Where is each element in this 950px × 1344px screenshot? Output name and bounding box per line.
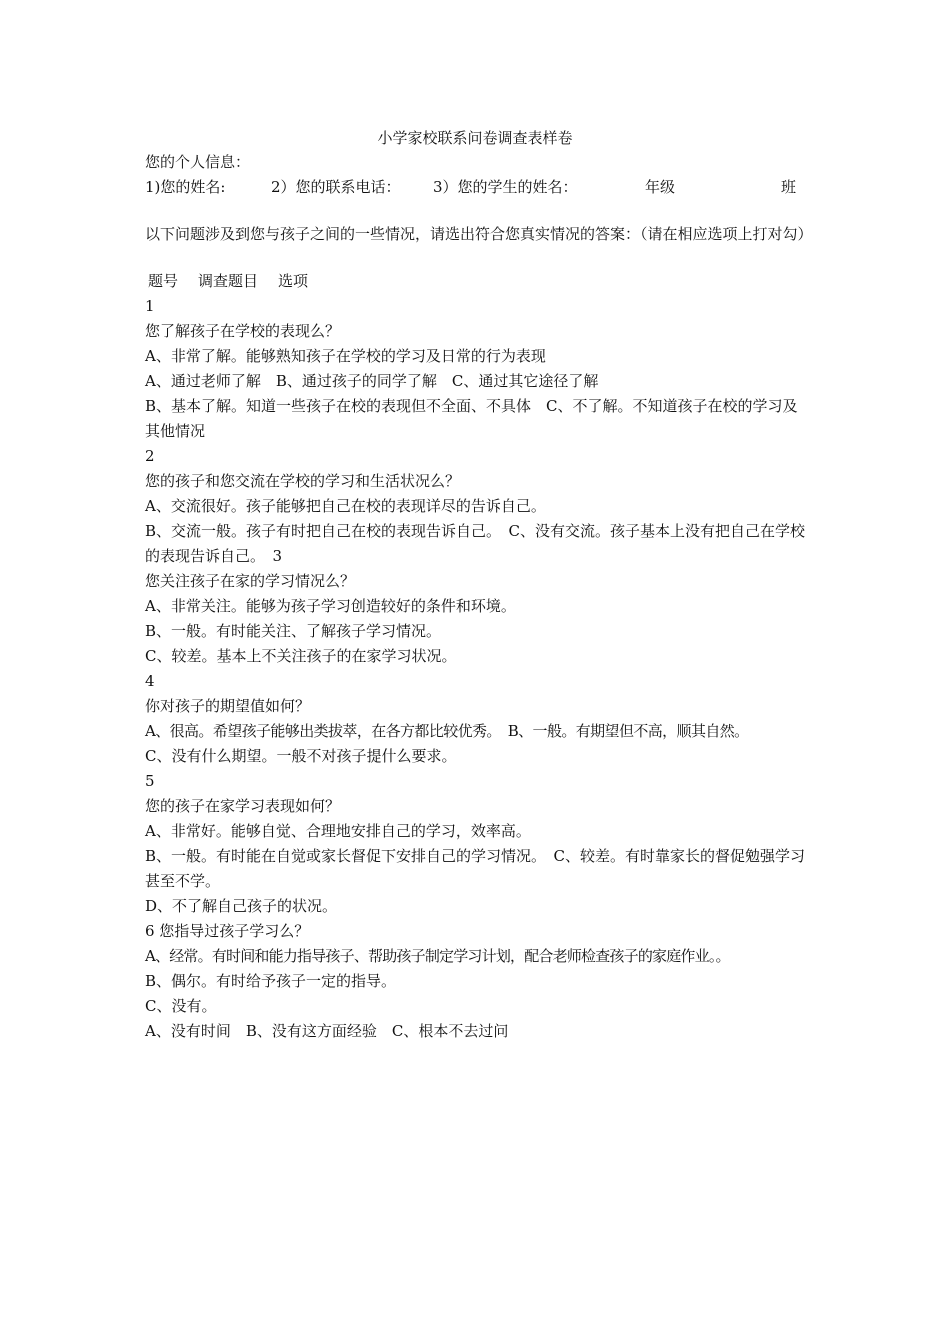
document-body [145,150,813,1044]
question-block [145,919,810,1044]
option-line: A、没有时间 B、没有这方面经验 C、根本不去过问 [145,1022,509,1040]
name-field-label: 1)您的姓名: [145,178,226,196]
option-line: A、非常了解。能够熟知孩子在学校的学习及日常的行为表现 [145,347,546,365]
option-line: A、很高。希望孩子能够出类拔萃，在各方都比较优秀。 B、一般。有期望但不高，顺其自然。 [145,722,749,740]
personal-info-fields [145,175,810,200]
option-line: A、非常关注。能够为孩子学习创造较好的条件和环境。 [145,597,516,615]
option-line: A、交流很好。孩子能够把自己在校的表现详尽的告诉自己。 [145,497,546,515]
question-title: 您关注孩子在家的学习情况么？ [145,572,356,590]
question-number: 5 [145,772,155,790]
question-number: 1 [145,297,155,315]
question-number: 4 [145,672,155,690]
question-title: 你对孩子的期望值如何？ [145,697,311,715]
option-line: A、非常好。能够自觉、合理地安排自己的学习，效率高。 [145,822,531,840]
option-line: C、没有。 [145,997,217,1015]
question-block [145,294,810,444]
class-field-label: 班 [781,178,797,196]
table-header [145,269,810,294]
option-line: A、经常。有时间和能力指导孩子、帮助孩子制定学习计划，配合老师检查孩子的家庭作业。。 [145,947,730,965]
question-block [145,769,810,919]
option-line: B、偶尔。有时给予孩子一定的指导。 [145,972,397,990]
question-number: 2 [145,447,155,465]
question-block [145,569,810,669]
option-line: A、通过老师了解 B、通过孩子的同学了解 C、通过其它途径了解 [145,372,599,390]
grade-field-label: 年级 [645,178,676,196]
question-title: 6 您指导过孩子学习么？ [145,922,310,940]
question-title: 您的孩子在家学习表现如何？ [145,797,341,815]
question-title: 您了解孩子在学校的表现么？ [145,322,341,340]
question-block [145,669,810,769]
option-line: C、没有什么期望。一般不对孩子提什么要求。 [145,747,457,765]
question-title: 您的孩子和您交流在学校的学习和生活状况么？ [145,472,461,490]
option-line: B、交流一般。孩子有时把自己在校的表现告诉自己。 C、没有交流。孩子基本上没有把自己在学校的表现告诉自己。 3 [145,522,806,565]
student-name-field-label: 3）您的学生的姓名： [433,178,578,196]
option-line: D、不了解自己孩子的状况。 [145,897,338,915]
phone-field-label: 2）您的联系电话： [271,178,401,196]
instructions-text: 以下问题涉及到您与孩子之间的一些情况，请选出符合您真实情况的答案：（请在相应选项上打对勾） [145,225,813,243]
document-title: 小学家校联系问卷调查表样卷 [377,129,573,147]
header-question-number: 题号 [148,272,179,290]
option-line: B、一般。有时能在自觉或家长督促下安排自己的学习情况。 C、较差。有时靠家长的督促勉强学习甚至不学。 [145,847,806,890]
option-line: B、一般。有时能关注、了解孩子学习情况。 [145,622,442,640]
personal-info-label: 您的个人信息： [145,153,251,171]
header-question-title: 调查题目 [198,272,259,290]
header-options: 选项 [278,272,309,290]
option-line: B、基本了解。知道一些孩子在校的表现但不全面、不具体 C、不了解。不知道孩子在校的学习及其他情况 [145,397,798,440]
question-block [145,444,810,569]
option-line: C、较差。基本上不关注孩子的在家学习状况。 [145,647,457,665]
